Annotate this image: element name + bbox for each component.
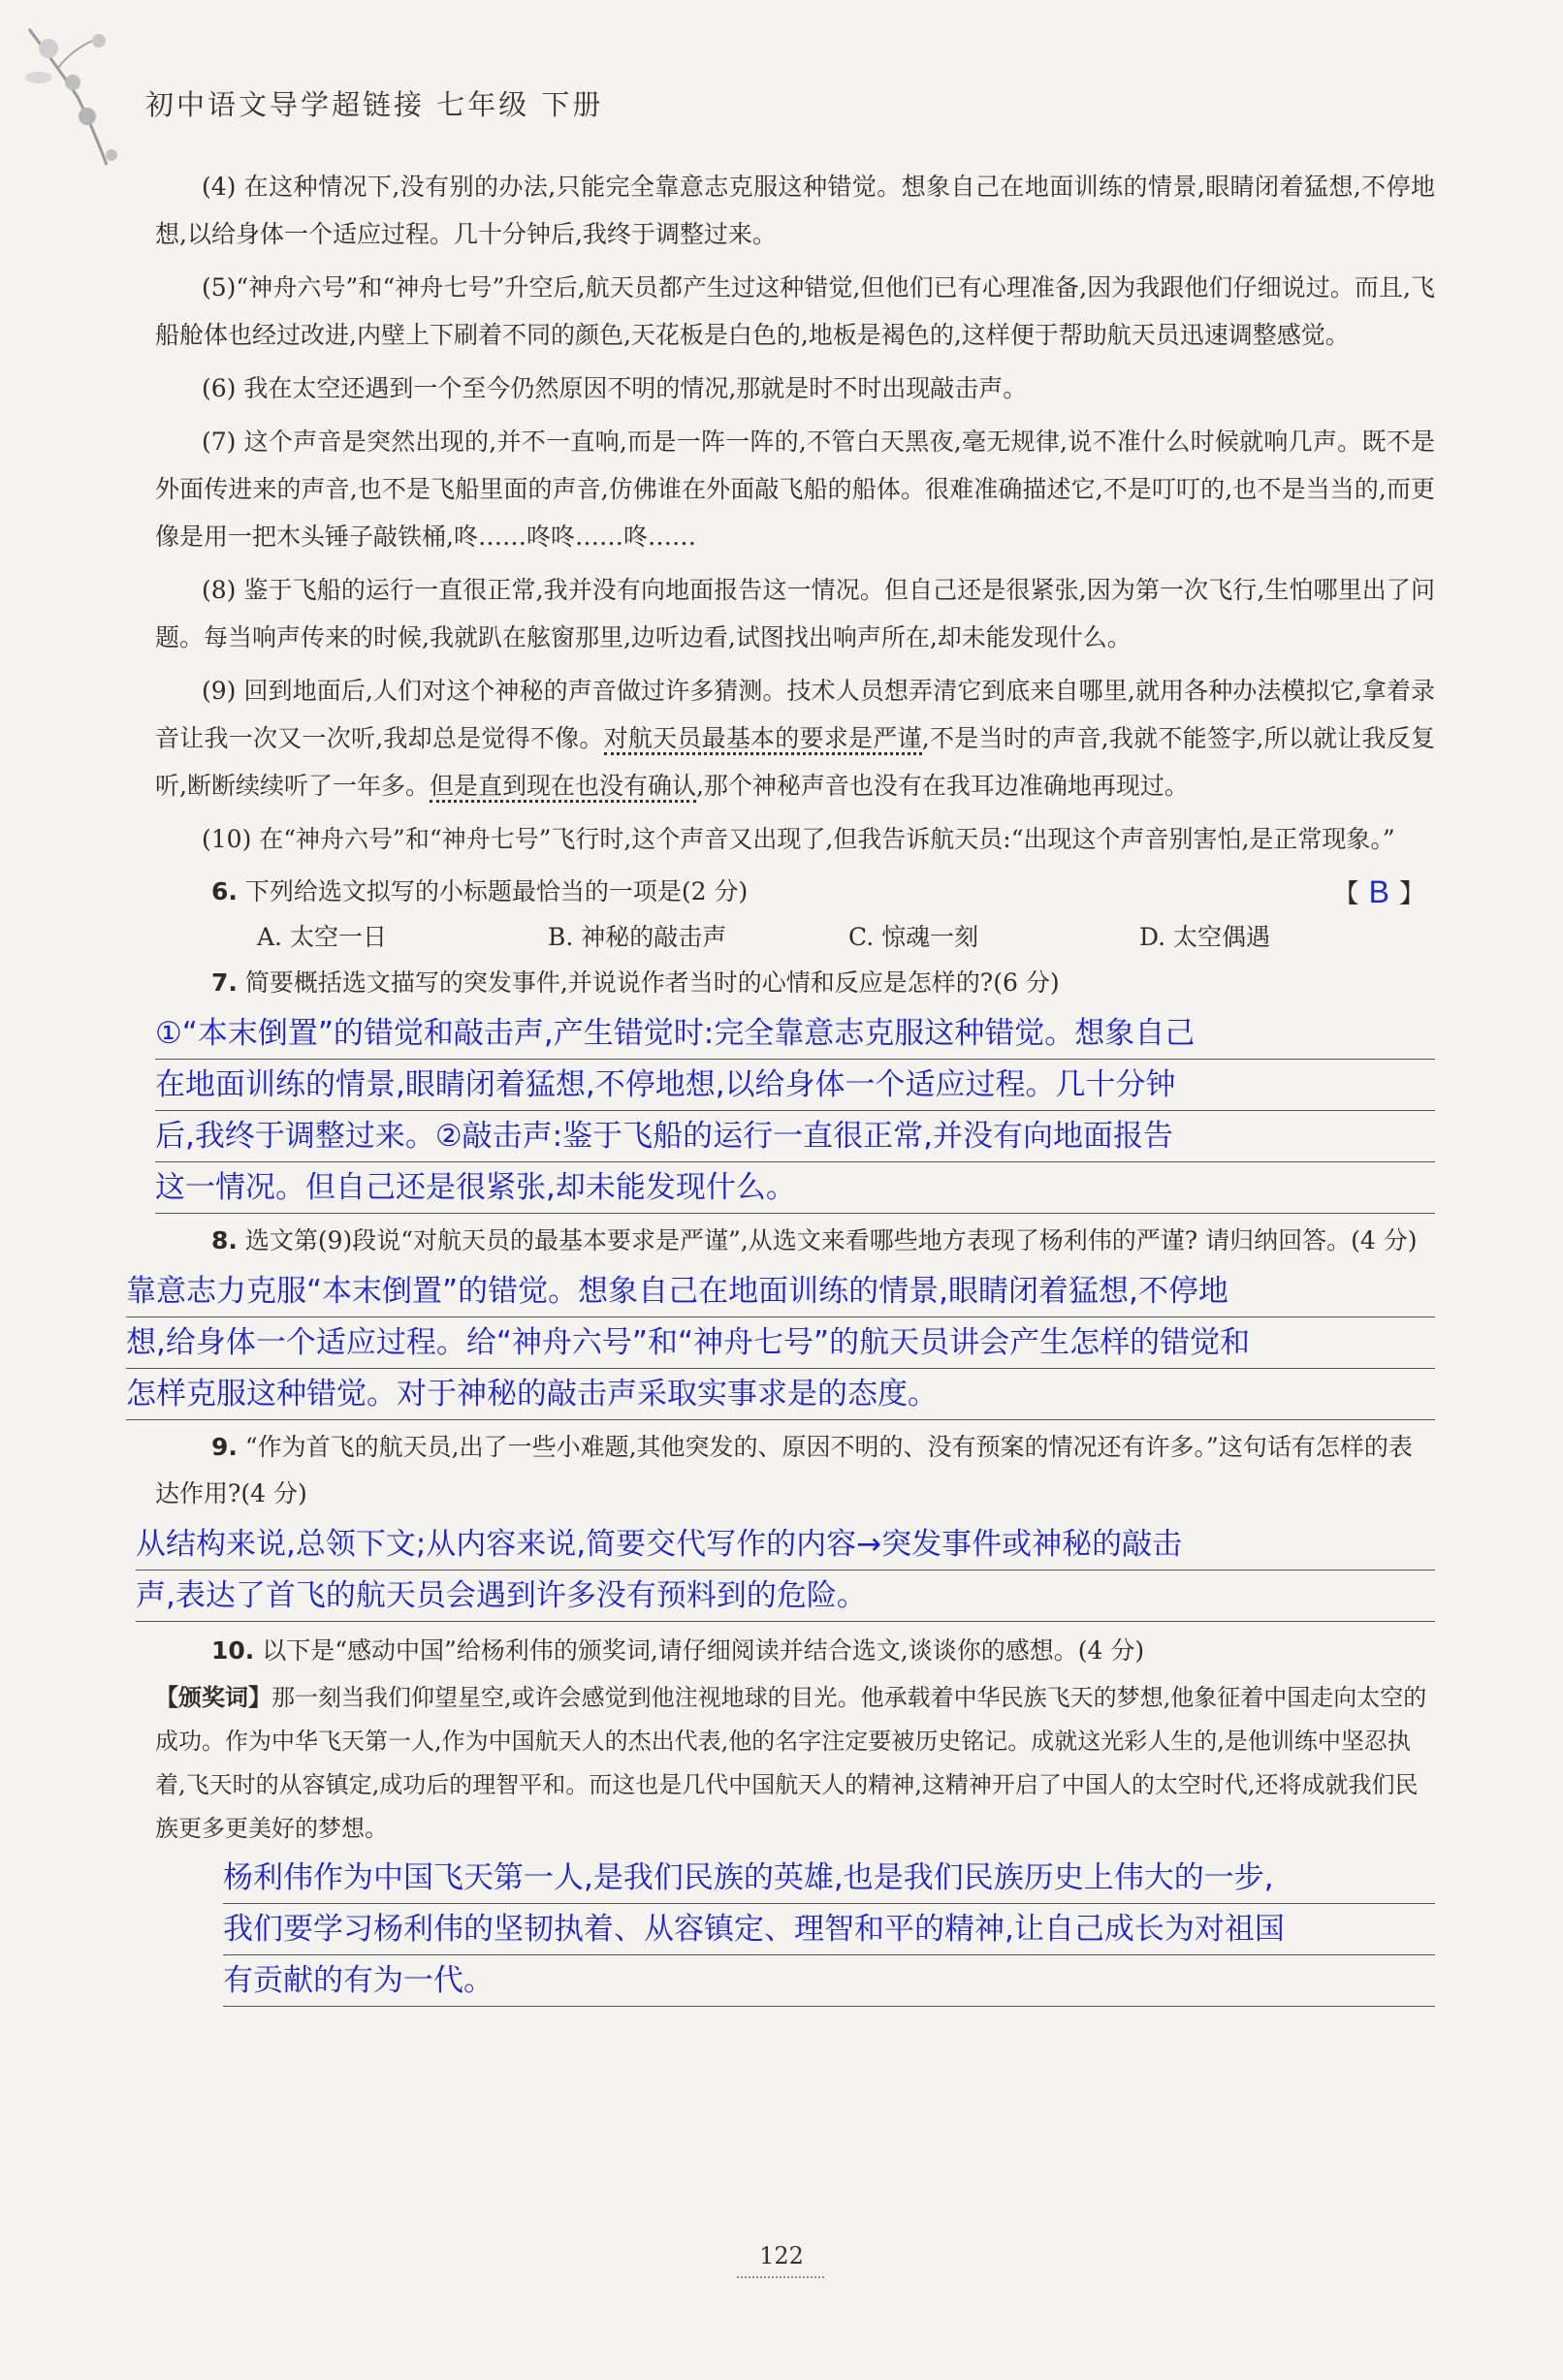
question-number: 10. [211, 1636, 255, 1665]
handwritten-answer-8 [126, 1266, 1435, 1420]
paragraph-8: (8) 鉴于飞船的运行一直很正常,我并没有向地面报告这一情况。但自己还是很紧张,因为第一次飞行,生怕哪里出了问题。每当响声传来的时候,我就趴在舷窗那里,边听边看,试图找出响声所在,却未能发现什么。 [155, 576, 1435, 651]
handwritten-answer-9 [136, 1519, 1435, 1622]
emphasis-dotted-text: 对航天员最基本的要求是严谨 [604, 724, 922, 755]
question-number: 8. [211, 1226, 238, 1254]
handwritten-answer-choice: B [1368, 874, 1389, 909]
question-7 [155, 960, 1435, 1006]
answer-line: 有贡献的有为一代。 [223, 1955, 1435, 2007]
answer-line: 声,表达了首飞的航天员会遇到许多没有预料到的危险。 [136, 1571, 1435, 1622]
main-content [126, 163, 1435, 2011]
paragraph-6: (6) 我在太空还遇到一个至今仍然原因不明的情况,那就是时不时出现敲击声。 [202, 374, 1028, 402]
page-number: 122 [759, 2242, 804, 2269]
page-number-ornament [737, 2276, 824, 2278]
question-text: “作为首飞的航天员,出了一些小难题,其他突发的、原因不明的、没有预案的情况还有许多。”这句话有怎样的表达作用?(4 分) [155, 1433, 1413, 1507]
paragraph-10: (10) 在“神舟六号”和“神舟七号”飞行时,这个声音又出现了,但我告诉航天员:“出现这个声音别害怕,是正常现象。” [202, 825, 1395, 853]
plum-blossom-decoration [19, 10, 145, 194]
paragraph-9-middle: ,不是当时的声音,我就不能签字,所以就让我反复听,断断续续听了一年多。 [155, 724, 1435, 800]
option-d: D. 太空偶遇 [1139, 923, 1271, 951]
answer-line: 想,给身体一个适应过程。给“神舟六号”和“神舟七号”的航天员讲会产生怎样的错觉和 [126, 1317, 1435, 1369]
bracket-left: 【 [1332, 879, 1359, 908]
paragraph-7: (7) 这个声音是突然出现的,并不一直响,而是一阵一阵的,不管白天黑夜,毫无规律,说不准什么时候就响几声。既不是外面传进来的声音,也不是飞船里面的声音,仿佛谁在外面敲飞船的船体。很难准确描述它,不是叮叮的,也不是当当的,而更像是用一把木头锤子敲铁桶,咚……咚咚……咚…… [155, 428, 1435, 551]
option-a: A. 太空一日 [257, 923, 387, 951]
option-b: B. 神秘的敲击声 [548, 923, 727, 951]
answer-line: 从结构来说,总领下文;从内容来说,简要交代写作的内容→突发事件或神秘的敲击 [136, 1519, 1435, 1571]
bracket-right: 】 [1399, 879, 1425, 908]
paragraph-9 [155, 667, 1435, 809]
question-8 [155, 1218, 1435, 1264]
answer-line: 在地面训练的情景,眼睛闭着猛想,不停地想,以给身体一个适应过程。几十分钟 [155, 1060, 1435, 1111]
handwritten-answer-7 [155, 1008, 1435, 1214]
question-number: 7. [211, 968, 238, 997]
paragraph-4: (4) 在这种情况下,没有别的办法,只能完全靠意志克服这种错觉。想象自己在地面训练的情景,眼睛闭着猛想,不停地想,以给身体一个适应过程。几十分钟后,我终于调整过来。 [155, 173, 1435, 248]
emphasis-dotted-text: 但是直到现在也没有确认 [430, 772, 696, 803]
question-9 [155, 1424, 1435, 1517]
question-text: 选文第(9)段说“对航天员的最基本要求是严谨”,从选文来看哪些地方表现了杨利伟的严谨? 请归纳回答。(4 分) [244, 1226, 1418, 1254]
question-text: 下列给选文拟写的小标题最恰当的一项是(2 分) [244, 877, 749, 905]
answer-line: 我们要学习杨利伟的坚韧执着、从容镇定、理智和平的精神,让自己成长为对祖国 [223, 1904, 1435, 1955]
book-title: 初中语文导学超链接 七年级 下册 [145, 88, 604, 121]
answer-line: ①“本末倒置”的错觉和敲击声,产生错觉时:完全靠意志克服这种错觉。想象自己 [155, 1008, 1435, 1060]
choice-options [155, 915, 1435, 960]
award-citation [155, 1676, 1435, 1851]
answer-line: 杨利伟作为中国飞天第一人,是我们民族的英雄,也是我们民族历史上伟大的一步, [223, 1853, 1435, 1904]
award-label: 【颁奖词】 [155, 1684, 271, 1711]
question-6 [155, 869, 1435, 915]
answer-line: 怎样克服这种错觉。对于神秘的敲击声采取实事求是的态度。 [126, 1369, 1435, 1420]
question-text: 以下是“感动中国”给杨利伟的颁奖词,请仔细阅读并结合选文,谈谈你的感想。(4 分) [262, 1636, 1145, 1665]
answer-line: 后,我终于调整过来。②敲击声:鉴于飞船的运行一直很正常,并没有向地面报告 [155, 1111, 1435, 1162]
question-number: 6. [211, 877, 238, 905]
answer-line: 靠意志力克服“本末倒置”的错觉。想象自己在地面训练的情景,眼睛闭着猛想,不停地 [126, 1266, 1435, 1317]
paragraph-9-after: ,那个神秘声音也没有在我耳边准确地再现过。 [695, 772, 1189, 800]
handwritten-answer-10 [223, 1853, 1435, 2007]
question-number: 9. [211, 1433, 238, 1461]
answer-bracket [1277, 869, 1425, 917]
answer-line: 这一情况。但自己还是很紧张,却未能发现什么。 [155, 1162, 1435, 1214]
paragraph-9-before: (9) 回到地面后,人们对这个神秘的声音做过许多猜测。技术人员想弄清它到底来自哪里,就用各种办法模拟它,拿着录音让我一次又一次听,我却总是觉得不像。 [155, 677, 1435, 752]
paragraph-5: (5)“神舟六号”和“神舟七号”升空后,航天员都产生过这种错觉,但他们已有心理准备,因为我跟他们仔细说过。而且,飞船舱体也经过改进,内壁上下刷着不同的颜色,天花板是白色的,地板是褐色的,这样便于帮助航天员迅速调整感觉。 [155, 273, 1435, 349]
award-text: 那一刻当我们仰望星空,或许会感觉到他注视地球的目光。他承载着中华民族飞天的梦想,他象征着中国走向太空的成功。作为中华飞天第一人,作为中国航天人的杰出代表,他的名字注定要被历史铭记。成就这光彩人生的,是他训练中坚忍执着,飞天时的从容镇定,成功后的理智平和。而这也是几代中国航天人的精神,这精神开启了中国人的太空时代,还将成就我们民族更多更美好的梦想。 [155, 1684, 1427, 1842]
question-text: 简要概括选文描写的突发事件,并说说作者当时的心情和反应是怎样的?(6 分) [244, 968, 1060, 997]
option-c: C. 惊魂一刻 [848, 923, 979, 951]
question-10 [155, 1628, 1435, 1674]
